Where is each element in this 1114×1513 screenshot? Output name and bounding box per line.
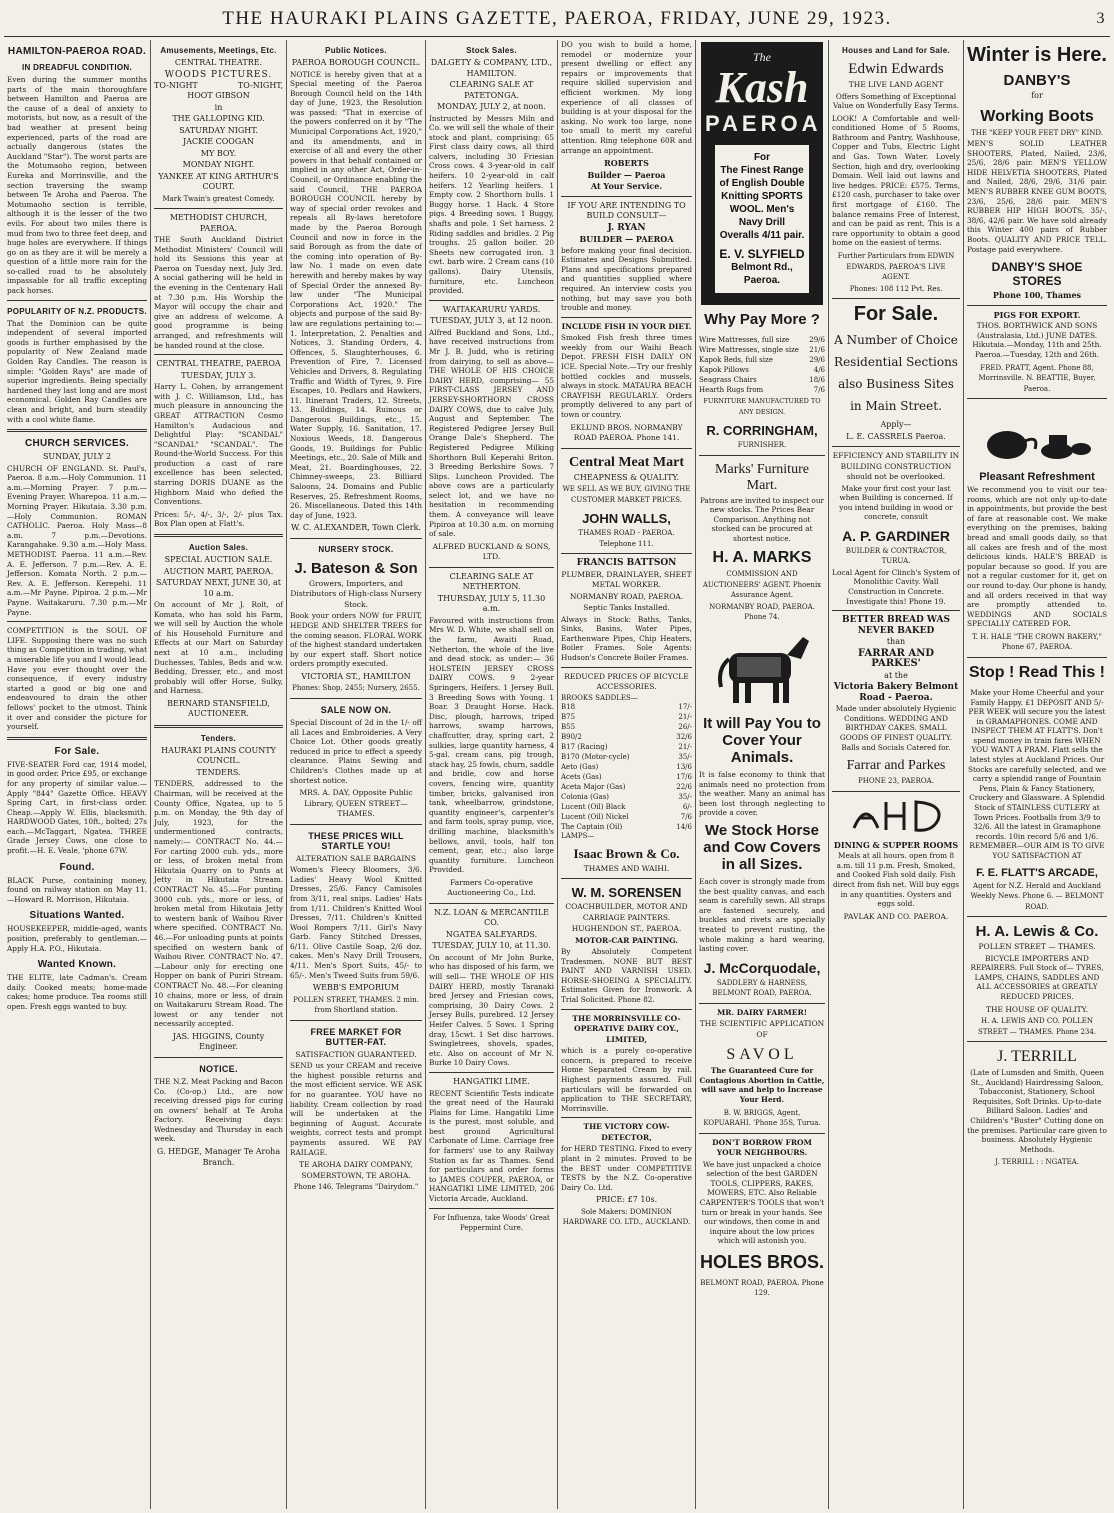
roberts-name: ROBERTS bbox=[604, 158, 649, 169]
fish-headline: INCLUDE FISH IN YOUR DIET. bbox=[561, 321, 692, 331]
keep-dry: THE "KEEP YOUR FEET DRY" KIND. bbox=[971, 128, 1103, 137]
briggs: B. W. BRIGGS, Agent, KOPUARAHI. 'Phone 35S, Turua. bbox=[703, 1108, 821, 1128]
houses-headline: Houses and Land for Sale. bbox=[842, 46, 950, 55]
item-price: 13/6 bbox=[676, 762, 692, 771]
item-price: 17/6 bbox=[676, 772, 692, 781]
item-price: 21/6 bbox=[809, 346, 825, 354]
kash-town: PAEROA bbox=[705, 111, 822, 136]
cassrels: L. E. CASSRELS Paeroa. bbox=[846, 431, 946, 441]
tearoha-dairy: TE AROHA DAIRY COMPANY, SOMERSTOWN, TE AROHA. bbox=[299, 1160, 413, 1180]
sections-text: A Number of Choice Residential Sections also Business Sites in Main Street. bbox=[834, 333, 958, 413]
battson-name: FRANCIS BATTSON bbox=[576, 558, 677, 569]
tenders-headline: Tenders. bbox=[200, 733, 237, 743]
gardiner-name: A. P. GARDINER bbox=[842, 527, 950, 544]
special-auction: SPECIAL AUCTION SALE. bbox=[164, 555, 273, 565]
cycle-price-row bbox=[561, 752, 692, 762]
wanted-headline: Wanted Known. bbox=[37, 959, 117, 971]
detector-price: PRICE: £7 10s. bbox=[595, 1195, 658, 1205]
further-particulars: Further Particulars from EDWIN EDWARDS, PAEROA'S LIVE AGENT. bbox=[837, 252, 955, 281]
isaac-brown: Isaac Brown & Co. bbox=[573, 845, 680, 861]
tonight-left: TO-NIGHT bbox=[154, 81, 198, 90]
salenow-headline: SALE NOW ON. bbox=[320, 704, 392, 715]
column-8 bbox=[964, 40, 1110, 1509]
item-label: Kapok Pillows bbox=[699, 366, 749, 374]
dining-headline: DINING & SUPPER ROOMS bbox=[833, 839, 959, 850]
monogram-logo bbox=[846, 798, 946, 834]
live-agent: THE LIVE LAND AGENT bbox=[848, 80, 944, 89]
galloping-kid: THE GALLOPING KID. bbox=[172, 114, 265, 123]
item-price: 35/- bbox=[678, 792, 692, 801]
situations-classifieds: HOUSEKEEPER, middle-aged, wants position, preferably to gentleman.—Apply H.A. P.O., Hikutaia. bbox=[7, 924, 147, 953]
item-price: 35/- bbox=[678, 752, 692, 761]
church-services: CHURCH OF ENGLAND. St. Paul's, Paeroa. 8 a.m.—Holy Communion. 11 a.m.—Morning Prayer. 7 p.m.—Evening Prayer. Wharepoa. 11 a.m.—Morning Prayer. Hikutaia. 3.30 p.m.—Holy Communion. ROMAN CATHOLIC. Paeroa. Holy Mass—8 a.m. 7 p.m.—Devotions. Karangahake. 9.30 a.m.—Holy Mass. METHODIST. Paeroa. 11 a.m.—Rev. A. E. Jefferson. 7 p.m.—Rev. A. E. Jefferson. Komata North. 2 p.m.—Rev. A. E. Jefferson. Kerepehi. 11 a.m.—Mr Payne. Pipiroa. 2 p.m.—Mr Payne. Waitakaruru. 7.30 p.m.—Mr Payne. bbox=[7, 463, 147, 617]
kash-brand: Kash bbox=[715, 63, 809, 112]
lamps-label: LAMPS— bbox=[561, 831, 595, 840]
fred-pratt: FRED. PRATT, Agent. Phone 88, Morrinsville. N. BEATTIE, Buyer, Paeroa. bbox=[978, 363, 1096, 393]
column-1 bbox=[4, 40, 150, 1509]
item-label: Acets (Gas) bbox=[561, 772, 602, 781]
nz-loan: N.Z. LOAN & MERCANTILE CO. bbox=[434, 907, 549, 928]
buckland: ALFRED BUCKLAND & SONS, LTD. bbox=[432, 541, 551, 562]
item-price: 18/6 bbox=[809, 376, 825, 384]
edwin-edwards: Edwin Edwards bbox=[848, 61, 944, 77]
cycle-headline: REDUCED PRICES OF BICYCLE ACCESSORIES. bbox=[564, 671, 689, 692]
kash-advert bbox=[701, 42, 823, 305]
normanby-road: NORMANBY ROAD, PAEROA. Phone 74. bbox=[709, 602, 815, 622]
borough-council: PAEROA BOROUGH COUNCIL. bbox=[291, 58, 421, 67]
masthead-title: THE HAURAKI PLAINS GAZETTE, PAEROA, FRIDAY, JUNE 29, 1923. bbox=[222, 8, 892, 29]
public-headline: Public Notices. bbox=[325, 46, 387, 55]
item-label: Lucent (Oil) Black bbox=[561, 802, 626, 811]
kash-for: For bbox=[753, 152, 771, 163]
isaac-address: THAMES AND WAIHI. bbox=[583, 863, 670, 873]
woods-pictures: WOODS PICTURES. bbox=[164, 69, 273, 80]
item-price: 6/- bbox=[682, 802, 692, 811]
borrow-headline: DON'T BORROW FROM YOUR NEIGHBOURS. bbox=[712, 1137, 812, 1158]
bateson-name: J. Bateson & Son bbox=[294, 559, 418, 577]
ryan-name: J. RYAN bbox=[607, 222, 646, 233]
hedge: G. HEDGE, Manager Te Aroha Branch. bbox=[156, 1147, 281, 1167]
alteration-sale: ALTERATION SALE BARGAINS bbox=[295, 853, 416, 863]
hamarks-name: H. A. MARKS bbox=[712, 549, 812, 567]
pay-text: It is false economy to think that animals need no protection from the weather. Many an animal has been lost through neglecting to provide a cover. bbox=[699, 769, 825, 818]
at-the: at the bbox=[884, 670, 908, 680]
gardiner-text: Make your first cost your last when Building is concerned. If you intend building in wood or concrete, consult bbox=[839, 483, 953, 522]
cycle-price-row bbox=[561, 712, 692, 722]
item-price: 29/6 bbox=[809, 356, 825, 364]
detector-text: for HERD TESTING. Fixed to every plant in 2 minutes. Proved to be the BEST under COMPETITIVE TESTS by the N.Z. Co-operative Dairy Co. Ltd. bbox=[561, 1144, 692, 1192]
amusements-headline: Amusements, Meetings, Etc. bbox=[160, 46, 277, 55]
column-2 bbox=[151, 40, 286, 1509]
road-headline: HAMILTON-PAEROA ROAD. bbox=[7, 46, 147, 57]
mattress-price-row bbox=[699, 375, 825, 385]
edwards-phones: Phones: 108 112 Pvt. Res. bbox=[849, 284, 943, 293]
tuesday-july10: TUESDAY, JULY 10, at 11.30. bbox=[432, 941, 551, 951]
wanted-classifieds: THE ELITE, late Cadman's. Cream daily. Cooked meats; home-made cakes; home produce. Tea rooms still open. Fresh eggs wanted to buy. bbox=[7, 973, 147, 1011]
item-label: Colonia (Gas) bbox=[561, 792, 609, 801]
item-label: B75 bbox=[561, 712, 576, 721]
why-pay-more: Why Pay More ? bbox=[704, 311, 820, 328]
prices-text: Prices: 5/-, 4/-, 3/-, 2/- plus Tax. Box Plan open at Flatt's. bbox=[154, 509, 283, 529]
marks-furniture: Marks' Furniture Mart. bbox=[715, 461, 809, 493]
holes-bros: HOLES BROS. bbox=[699, 1251, 824, 1272]
septic-tanks: Septic Tanks Installed. bbox=[583, 603, 670, 613]
item-price: 4/6 bbox=[813, 366, 825, 374]
item-label: B55 bbox=[561, 722, 576, 731]
auction-mart: AUCTION MART, PAEROA. bbox=[163, 566, 274, 576]
item-price: 7/6 bbox=[680, 812, 692, 821]
terrill-name: J. TERRILL bbox=[997, 1048, 1077, 1066]
bread-headline: BETTER BREAD WAS NEVER BAKED bbox=[842, 615, 950, 636]
church-date: SUNDAY, JULY 2 bbox=[42, 452, 112, 462]
item-label: The Captain (Oil) bbox=[561, 822, 623, 831]
item-label: B170 (Motor-cycle) bbox=[561, 752, 630, 761]
savol: SAVOL bbox=[726, 1046, 798, 1064]
cycle-price-row bbox=[561, 762, 692, 772]
church-headline: CHURCH SERVICES. bbox=[24, 438, 130, 450]
cycle-price-list bbox=[561, 702, 692, 832]
patetonga-text: Instructed by Messrs Miln and Co. we will sell the whole of their stock and plant, comprising: 65 First class dairy cows, all third calvers, including 30 Friesian Cross cows. 4 3-year-old in calf heifers. 10 2-year-old in calf heifers. 12 Yearling heifers. 1 Empty cow. 2 Shorthorn bulls. 1 Buggy horse. 1 Hack. 4 Store pigs. 4 Breeding sows. 1 Buggy, shafts and pole. 1 Set harness. 2 Riding saddles and bridles. 2 Pig troughs. 25 gallon boiler. 20 Sheets new corrugated iron. 3 cwt. barb wire. 2 Cream cans (10 gallons). Dairy Utensils, furniture, etc. Luncheon provided. bbox=[429, 113, 554, 296]
stock-covers-headline: We Stock Horse and Cow Covers in all Sizes. bbox=[703, 821, 821, 873]
build-text: DO you wish to build a home, remodel or modernize your present dwelling or effect any repairs or improvements that require skilled supervision and efficient workmen. My long experience of all classes of building is at your disposal for the asking. No work too large, none too small to merit my careful attention. Ring telephone 60R and arrange an appointment. bbox=[561, 40, 692, 155]
cycle-price-row bbox=[561, 802, 692, 812]
page-number: 3 bbox=[1096, 10, 1106, 27]
lewis-address: POLLEN STREET — THAMES. bbox=[978, 942, 1096, 952]
farrar-parkes: FARRAR AND PARKES' bbox=[857, 647, 934, 670]
mattress-price-row bbox=[699, 365, 825, 375]
notice-text: THE N.Z. Meat Packing and Bacon Co. (Co-op.) Ltd., are now receiving dressed pigs for curing on owners' behalf at Te Aroha Factory. Receiving days: Wednesday and Thursday in each week. bbox=[154, 1076, 283, 1144]
sorensen-name: W. M. SORENSEN bbox=[571, 885, 682, 901]
mattress-price-row bbox=[699, 335, 825, 345]
furniture-text: FURNITURE MANUFACTURED TO ANY DESIGN. bbox=[703, 397, 821, 416]
clearing-patetonga: CLEARING SALE AT PATETONGA. bbox=[449, 80, 534, 100]
holes-address: BELMONT ROAD, PAEROA. Phone 129. bbox=[700, 1278, 824, 1298]
kash-inner bbox=[715, 145, 809, 293]
meat-sub: CHEAPNESS & QUALITY. bbox=[573, 472, 680, 482]
battson-sub: PLUMBER, DRAINLAYER, SHEET METAL WORKER. bbox=[561, 569, 692, 590]
netherton-headline: CLEARING SALE AT NETHERTON. bbox=[449, 571, 534, 592]
winter-headline: Winter is Here. bbox=[967, 44, 1107, 66]
corringham-name: R. CORRINGHAM, bbox=[706, 423, 818, 438]
column-6 bbox=[696, 40, 828, 1509]
slyfield-name: E. V. SLYFIELD bbox=[719, 247, 805, 261]
column-7 bbox=[829, 40, 963, 1509]
cycle-price-row bbox=[561, 772, 692, 782]
motorcar-painting: MOTOR-CAR PAINTING. bbox=[575, 935, 678, 945]
farrar-parkes-footer: Farrar and Parkes bbox=[846, 758, 946, 774]
efficiency-headline: EFFICIENCY AND STABILITY IN BUILDING CONSTRUCTION should not be overlooked. bbox=[832, 451, 960, 481]
victoria-st: VICTORIA ST., HAMILTON bbox=[301, 671, 411, 681]
pay-headline: It will Pay You to Cover Your Animals. bbox=[703, 714, 821, 766]
pigs-headline: PIGS FOR EXPORT. bbox=[993, 309, 1081, 320]
forsale-classifieds: FIVE-SEATER Ford car, 1914 model, in good order. Price £95, or exchange for any property of similar value.—Apply "844" Gazette Office. HEAVY Spring Cart, in first-class order. Cheap.—Apply W. Ellis, blacksmith. HARDWOOD Gates, 10ft., bolted; 27s each.—McTaggart, Ngatea. THREE Grade Jersey Cows, one close to profit.—H. E. Veale, 'phone 67W. bbox=[7, 759, 147, 856]
item-price: 7/6 bbox=[813, 386, 825, 394]
gardiner-sub: BUILDER & CONTRACTOR, TURUA. bbox=[845, 546, 947, 566]
pollen-street: POLLEN STREET, THAMES. 2 min. from Shortland station. bbox=[293, 995, 419, 1015]
stansfield: BERNARD STANSFIELD, AUCTIONEER. bbox=[167, 698, 270, 719]
savol-pre: THE SCIENTIFIC APPLICATION OF bbox=[699, 1019, 825, 1039]
house-of-quality: THE HOUSE OF QUALITY. bbox=[985, 1004, 1089, 1014]
masthead-rule bbox=[4, 36, 1110, 37]
higgins: JAS. HIGGINS, County Engineer. bbox=[172, 1031, 265, 1052]
roberts-service: At Your Service. bbox=[590, 181, 663, 192]
mattress-price-row bbox=[699, 345, 825, 355]
lime-headline: HANGATIKI LIME. bbox=[453, 1077, 530, 1086]
than-word: than bbox=[886, 637, 906, 647]
sorensen-sub: COACHBUILDER, MOTOR AND CARRIAGE PAINTERS. bbox=[565, 902, 688, 922]
dalgety: DALGETY & COMPANY, LTD., HAMILTON. bbox=[430, 58, 553, 78]
webbs-emporium: WEBB'S EMPORIUM bbox=[312, 983, 400, 993]
fish-text: Smoked Fish fresh three times weekly from our Waihi Beach Depot. FRESH FISH DAILY ON ICE. Special Note.—Try our freshly bottled cockles and mussels, always in stock. MATAURA BEACH CRAYFISH REGULARLY. Orders promptly delivered to any part of town or country. bbox=[561, 333, 692, 420]
item-price: 14/6 bbox=[676, 822, 692, 831]
pigs-text: THOS. BORTHWICK AND SONS (Australasia, Ltd.) JUNE DATES. Hikutaia.—Monday, 11th and 25th. Paeroa.—Tuesday, 12th and 26th. bbox=[972, 321, 1102, 359]
marks-text: Patrons are invited to inspect our new stocks. The Prices Bear Comparison. Anything not stocked can be procured at shortest notice. bbox=[699, 495, 825, 543]
alexander: W. C. ALEXANDER, Town Clerk. bbox=[290, 523, 421, 533]
cycle-price-row bbox=[561, 742, 692, 752]
my-boy: MY BOY. bbox=[200, 148, 237, 158]
stop-text: Make your Home Cheerful and your Family Happy. £1 DEPOSIT AND 5/- PER WEEK will secure you the latest in GRAMAPHONES. COME AND INSPECT THEM AT FLATT'S. Don't spend money in train fares WHEN YOU WANT A PRAM. Flatt sells the latest styles at Auckland Prices. Our Stocks are carefully selected, and we carry a splendid range of Fountain Pens, Plain & Fancy Stationery, Crockery and Glassware. A Splendid Stock of STAINLESS CUTLERY at Town Prices. Footballs from 3/9 to 32/6. All the latest in Gramaphone records. 10in record 5/6 and 1/6. REMEMBER—OUR AIM IS TO GIVE YOU SATISFACTION AT bbox=[967, 687, 1107, 860]
yankee-title: YANKEE AT KING ARTHUR'S COURT. bbox=[158, 171, 279, 191]
danby-stores: DANBY'S SHOE STORES bbox=[991, 260, 1083, 289]
startle-text: Women's Fleecy Bloomers, 3/6. Ladies' Heavy Wool Knitted Dresses, 25/6. Fancy Camisoles from 3/11, real snips. Ladies' Hats from 1/11. Children's Knitted Wool Dresses, 7/11. Children's Knitted Wool Rompers 7/11. Girl's Navy Garb. Fancy Stitched Dresses, 6/11. Olive Castile Soap, 2/6 doz. cakes. Men's Navy Drill Trousers, 4/11. Men's Sport Suits, 45/- to 65/-. Men's Tweed Suits from 59/6. bbox=[290, 865, 422, 980]
gardiner-more: Local Agent for Clinch's System of Monolithic Cavity. Wall Construction in Concrete. Investigate this! Phone 19. bbox=[832, 567, 960, 606]
tuesday-july: TUESDAY, JULY 3. bbox=[181, 370, 256, 380]
item-label: Wire Mattresses, full size bbox=[699, 336, 790, 344]
stock-headline: Stock Sales. bbox=[466, 46, 517, 55]
furnisher: FURNISHER. bbox=[737, 441, 787, 449]
forsale-headline: For Sale. bbox=[54, 745, 100, 757]
pleasant-headline: Pleasant Refreshment bbox=[979, 471, 1095, 483]
pleasant-text: We recommend you to visit our tea-rooms, which are not only up-to-date in appointments, but provide the best of fare at reasonable cost. We make everything on the premises, baking bread and small goods daily, so that all cakes are fresh and of the most delicious kinds. HALE'S BREAD is popular because so good. If you are not a regular customer for it, get on our round to-day. Our phone is handy, and all orders received in that way are promptly attended to. WEDDINGS AND SOCIALS SPECIALLY CATERED FOR. bbox=[967, 485, 1107, 629]
satisfaction: SATISFACTION GUARANTEED. bbox=[295, 1049, 417, 1059]
column-3 bbox=[287, 40, 425, 1509]
saturday-june: SATURDAY NEXT, JUNE 30, at 10 a.m. bbox=[156, 578, 281, 598]
terrill-text: (Late of Lumsden and Smith, Queen St., Auckland) Hairdressing Saloon, Tobacconist, Stationery, School Requisites, Soft Drinks. Up-to-date Billiard Saloon. Ladies' and Children's "Buster" Cutting done on the premises. Particular care given to business. Absolutely Hygienic Methods. bbox=[967, 1068, 1107, 1154]
bakery-text: Made under absolutely Hygienic Conditions. WEDDING AND BIRTHDAY CAKES. SMALL GOODS OF FINEST QUALITY. Balls and Socials Catered for. bbox=[835, 704, 957, 752]
mattress-price-list bbox=[699, 335, 825, 395]
salenow-text: Special Discount of 2d in the 1/- off all Laces and Embroideries. A Very Choice Lot. Other goods greatly reduced in price to effect a speedy clearance. Plains Sewing and Children's Clothes made up at shortest notice. bbox=[290, 717, 422, 785]
item-label: B18 bbox=[561, 702, 576, 711]
lewis-footer: H. A. LEWIS AND CO. POLLEN STREET — THAMES. Phone 234. bbox=[977, 1017, 1097, 1036]
farrar-phone: PHONE 23, PAEROA. bbox=[858, 777, 934, 786]
working-boots: Working Boots bbox=[980, 107, 1094, 125]
flatt-sub: Agent for N.Z. Herald and Auckland Weekly News. Phone 6. — BELMONT ROAD. bbox=[970, 881, 1104, 911]
bateson-sub: Growers, Importers, and Distributors of High-class Nursery Stock. bbox=[290, 578, 422, 609]
item-label: Wire Mattresses, single size bbox=[699, 346, 799, 354]
startle-headline: THESE PRICES WILL STARTLE YOU! bbox=[308, 830, 404, 851]
mccorquodale: J. McCorquodale, bbox=[703, 959, 821, 976]
road-article: Even during the summer months parts of the main thoroughfare between Hamilton and Paeroa are the cause of a deal of anxiety to motorists, but now, as a result of the bad weather at present being experienced, parts of the road are actually dangerous (states the Auckland "Star"). The worst parts are the Motumaoho region, between Eureka and Morrinsville, and the section traversing the swamp between Te Aroha and Paeroa. The Motumaoho section is terrible, although it is the lesser of the two evils. For about two miles there is mud from two to three feet deep, and huge holes are everywhere. If things go on as they are it will be merely a question of a little more rain for the so-called road to be absolutely impassable for all traffic excepting pack horses. bbox=[7, 75, 147, 296]
pavlak: PAVLAK AND CO. PAEROA. bbox=[843, 911, 949, 921]
morrinsville-text: which is a purely co-operative concern, is prepared to receive Home Separated Cream by rail. Highest payments assured. Full particulars will be forwarded on application to THE SECRETARY, Morrinsville. bbox=[561, 1046, 692, 1113]
mccorquodale-sub: SADDLERY & HARNESS, BELMONT ROAD, PAEROA. bbox=[712, 978, 812, 998]
tonight-right: TO-NIGHT, bbox=[237, 81, 283, 90]
scandal-text: Harry L. Cohen, by arrangement with J. C. Williamson, Ltd., has much pleasure in announcing the GREAT ATTRACTION Cosmo Hamilton's Audacious and Delightful Play: "SCANDAL" "SCANDAL" "SCANDAL". The Round-the-World Success. For this production a cast of rare excellence has been selected, starring DORIS DUANE as the Highborn Maid who defied the Conventions. bbox=[154, 382, 283, 507]
products-headline: POPULARITY OF N.Z. PRODUCTS. bbox=[7, 306, 147, 316]
cycle-price-row bbox=[561, 702, 692, 712]
kash-text: The Finest Range of English Double Knitting SPORTS WOOL. Men's Navy Drill Overalls 4/11 pair. bbox=[719, 165, 805, 241]
products-article: That the Dominion can be quite independent of several imported goods is further emphasised by the popularity of New Zealand made Golden Ray Candles. The reason is simple: "Golden Rays" are made of superior ingredients. Being specially hardened they last long and are most economical. Golden Ray Candles are clean and bright, and burn steadily with a cool white flame. bbox=[7, 318, 147, 424]
ryan-text: before making your final decision. Estimates and Designs Submitted. Plans and specifications prepared and quantities supplied where required. An interview costs you nothing, but may save you both trouble and money. bbox=[561, 245, 692, 313]
central-theatre: CENTRAL THEATRE, PAEROA bbox=[156, 359, 281, 369]
look-text: LOOK! A Comfortable and well-conditioned Home of 5 Rooms, Bathroom and Pantry, Washhouse, Copper and Tubs, Electric Light and Gas. Town Water. Lovely Section, high and dry, overlooking Domain. Well laid out lawns and live hedges. PRICE: £575. Terms, £120 cash, purchaser to take over first mortgage of £160. The balance remains Free of Interest, and can be paid as rent. This is a rare opportunity to obtain a good home on the easiest of terms. bbox=[832, 113, 960, 248]
tenders-title: TENDERS. bbox=[196, 767, 241, 777]
item-price: 21/- bbox=[678, 712, 692, 721]
savol-text: The Guaranteed Cure for Contagious Abortion in Cattle, will save and help to Increase Your Herd. bbox=[699, 1066, 825, 1104]
for-word: for bbox=[1031, 91, 1043, 100]
theatre-name: CENTRAL THEATRE. bbox=[174, 58, 263, 67]
masthead bbox=[0, 0, 1114, 38]
item-price: 26/- bbox=[678, 722, 692, 731]
tuesday-july3: TUESDAY, JULY 3, at 12 noon. bbox=[429, 316, 554, 326]
hamarks-sub: COMMISSION AND AUCTIONEERS' AGENT. Phoenix Assurance Agent. bbox=[702, 570, 822, 600]
influenza-text: For Influenza, take Woods' Great Peppermint Cure. bbox=[433, 1213, 550, 1233]
dairy-farmer: MR. DAIRY FARMER! bbox=[716, 1007, 808, 1017]
bateson-text: Book your orders NOW for FRUIT, HEDGE AND SHELTER TREES for the coming season. FLORAL WORK of the highest standard undertaken by our expert staff. Short notice orders promptly executed. bbox=[290, 611, 422, 669]
in-word: in bbox=[214, 102, 223, 112]
cycle-price-row bbox=[561, 822, 692, 832]
intending-text: IF YOU ARE INTENDING TO BUILD CONSULT— bbox=[567, 200, 686, 221]
danbys: DANBY'S bbox=[1003, 72, 1071, 89]
waitakaruru-yards: WAITAKARURU YARDS. bbox=[442, 304, 541, 314]
danby-phone: Phone 100, Thames bbox=[992, 290, 1082, 301]
bateson-phones: Phones: Shop, 2455; Nursery, 2655. bbox=[292, 684, 420, 693]
lewis-name: H. A. Lewis & Co. bbox=[975, 923, 1099, 941]
twain-comedy: Mark Twain's greatest Comedy. bbox=[162, 194, 275, 203]
borough-text: NOTICE is hereby given that at a Special meeting of the Paeroa Borough Council held on the 14th day of June, 1923, the Resolution was passed: "That in exercise of the powers conferred on it by "The Municipal Corporations Act, 1920," and its amendments, and in exercise of all and every the other powers in that behalf contained or implied in any other Act, Order-in-Council, or Ordinance enabling the said Council, THE PAEROA BOROUGH COUNCIL hereby by way of special order revokes and repeals all By-laws heretofore made by the Paeroa Borough Council and now in force in the said Borough as from the date of the coming into operation of By-law No. 1 made on even date herewith and hereby makes by way of Special Order the annexed By-law under "The Municipal Corporations Act, 1920." The objects and purpose of the said By-law are regulations pertaining to:— 1. Interpretation, 2. Penalties and Notices, 3. Standing Orders, 4. Offences, 5. Slaughterhouses, 6. Prevention of Fire, 7. Licensed Vehicles and Drivers, 8. Regulating Traffic and Width of Tyres, 9. Fire Escapes, 10. Pedlars and Hawkers, 11. Itinerant Traders, 12. Streets, 13. Buildings, 14. Ruinous or Dangerous Buildings, etc., 15. Water Supply, 16. Sanitation, 17. Noxious Weeds, 18. Dangerous Goods, 19. Buildings for Public Meetings, etc., 20. Sale of Milk and Meat, 21. Boardinghouses, 22. Chimney-sweeps, 23. Billiard Saloons, 24. Domains and Public Reserves, 25. Refreshment Rooms, 26. Miscellaneous. Dated this 14th day of June, 1923. bbox=[290, 69, 422, 520]
thursday-july5: THURSDAY, JULY 5, 11.30 a.m. bbox=[437, 593, 546, 614]
item-price: 21/- bbox=[678, 742, 692, 751]
butterfat-headline: FREE MARKET FOR BUTTER-FAT. bbox=[310, 1026, 402, 1047]
battson-text: Always in Stock: Baths, Tanks, Sinks, Basins, Water Pipes, Earthenware Pipes, Chip Heaters, Boiler Frames. Sole Agents: Hudson's Concrete Boiler Frames. bbox=[561, 614, 692, 662]
tenders-text: TENDERS, addressed to the Chairman, will be received at the County Office, Ngatea, up to 5 p.m. on Monday, the 9th day of July, 1923, for the undermentioned contracts, namely:— CONTRACT No. 44.—For carting 2000 cub. yds., more or less, of broken metal from Hikutaia Quarry on to Punts at Jetty in Hikutaia Stream. CONTRACT No. 45.—For punting 3000 cub. yds., more or less, of broken metal from Hikutaia Jetty to western bank of Waihou River where specified. CONTRACT No. 46.—For unloading punts at points specified on western bank of Waihou River. CONTRACT No. 47.—Labour only for erecting one Hopper on bank of Puriri Stream. CONTRACT No. 48.—For cleaning 10 chains, more or less, of drain on Waitakaruru Stream Road. The lowest or any tender not necessarily accepted. bbox=[154, 779, 283, 1029]
terrill-address: J. TERRILL : : NGATEA. bbox=[995, 1158, 1079, 1167]
item-label: Kapok Beds, full size bbox=[699, 356, 773, 364]
battson-address: NORMANBY ROAD, PAEROA. bbox=[569, 591, 684, 601]
waitakaruru-text: Alfred Buckland and Sons, Ltd., have received instructions from Mr J. B. Judd, who is retiring from dairying, to sell as above— THE WHOLE OF HIS CHOICE DAIRY HERD, comprising— 55 FIRST-CLASS JERSEY AND JERSEY-SHORTHORN CROSS DAIRY COWS, due to calve July, August and September. The Registered Pedigree Jersey Bull Orange Dale's Shepherd. The Registered Pedigree Milking Shorthorn Bull Keperahi Briton. 3 Breeding Berkshire Sows. 7 Slips. Luncheon Provided. The above cows are a particularly select lot, and we have no hesitation in recommending them. A conveyance will leave Pipiroa at 10.30 a.m. on morning of sale. bbox=[429, 327, 554, 539]
cycle-price-row bbox=[561, 792, 692, 802]
situations-headline: Situations Wanted. bbox=[29, 910, 125, 922]
borrow-text: We have just unpacked a choice selection of the best GARDEN TOOLS, CLIPPERS, RAKES, MOWERS, ETC. Also Reliable CARPENTER'S TOOLS that won't turn or break in your hands. See our windows, then come in and inquire about the low prices which will astonish you. bbox=[699, 1159, 825, 1246]
item-label: Lucent (Oil) Nickel bbox=[561, 812, 629, 821]
jackie-coogan: JACKIE COOGAN bbox=[182, 137, 255, 146]
item-label: B90/2 bbox=[561, 732, 582, 741]
item-label: Hearth Rugs from bbox=[699, 386, 764, 394]
cycle-price-row bbox=[561, 732, 692, 742]
monday-july: MONDAY, JULY 2, at noon. bbox=[437, 102, 546, 111]
found-classifieds: BLACK Purse, containing money, found on railway station on May 11.—Howard R. Morrison, Hikutaia. bbox=[7, 875, 147, 904]
tonight-line bbox=[154, 81, 283, 90]
farmers-coop: Farmers Co-operative Auctioneering Co., Ltd. bbox=[447, 877, 536, 898]
cycle-price-row bbox=[561, 782, 692, 792]
dining-text: Meals at all hours. open from 8 a.m. till 11 p.m. Fresh, Smoked, and Cooked Fish sold daily. Fish direct from fish net. Will buy eggs in any quantities. Oysters and eggs sold. bbox=[832, 851, 960, 909]
edwards-text: Offers Something of Exceptional Value on Wonderfully Easy Terms. bbox=[832, 91, 960, 111]
slyfield-address: Belmont Rd., Paeroa. bbox=[731, 262, 793, 286]
sorensen-address: HUGHENDON ST., PAEROA. bbox=[571, 924, 682, 934]
item-price: 32/6 bbox=[676, 732, 692, 741]
flatt-arcade: F. E. FLATT'S ARCADE, bbox=[976, 866, 1098, 879]
motorcar-text: By Absolutely Competent Tradesmen. NONE BUT BEST PAINT AND VARNISH USED. HORSE-SHOEING A SPECIALITY. Estimates Given for Ironwork. A Trial Solicited. Phone 82. bbox=[561, 947, 692, 1005]
item-label: Seagrass Chairs bbox=[699, 376, 757, 384]
mattress-price-row bbox=[699, 355, 825, 365]
roberts-builder: Builder — Paeroa bbox=[587, 169, 666, 180]
eklund: EKLUND BROS. NORMANBY ROAD PAEROA. Phone 141. bbox=[570, 422, 683, 443]
item-label: Aceta Major (Gas) bbox=[561, 782, 626, 791]
tearoha-phone: Phone 146. Telegrams "Dairydom." bbox=[293, 1183, 419, 1192]
road-subheadline: IN DREADFUL CONDITION. bbox=[21, 63, 132, 72]
ryan-line: BUILDER — PAEROA bbox=[579, 234, 674, 245]
monday-night: MONDAY NIGHT. bbox=[182, 160, 255, 169]
stop-headline: Stop ! Read This ! bbox=[969, 663, 1105, 681]
mrs-day: MRS. A. DAY, Opposite Public Library, QUEEN STREET—THAMES. bbox=[299, 788, 413, 819]
horse-illustration bbox=[707, 629, 817, 709]
nursery-headline: NURSERY STOCK. bbox=[318, 544, 394, 554]
methodist-headline: METHODIST CHURCH, PAEROA. bbox=[169, 213, 268, 233]
ngatea-text: On account of Mr John Burke, who has disposed of his farm, we will sell— THE WHOLE OF HIS DAIRY HERD, mostly Taranaki bred Jersey and Friesian cows, comprising, 30 Dairy Cows. 2 Jersey Bulls, purebred. 12 Jersey Heifer Calves. 5 Sows. 1 Spring dray, 15cwt. 1 Set disc harrows. Swingletrees, shovels, spades, etc. Also on account of Mr N. Burke 10 Dairy Cows. bbox=[429, 952, 554, 1068]
morrinsville-headline: THE MORRINSVILLE CO-OPERATIVE DAIRY COY., LIMITED, bbox=[572, 1013, 681, 1044]
john-walls: JOHN WALLS, bbox=[582, 511, 671, 527]
column-5 bbox=[558, 40, 695, 1509]
county-council: HAURAKI PLAINS COUNTY COUNCIL. bbox=[161, 745, 276, 766]
notice-headline: NOTICE. bbox=[199, 1063, 238, 1074]
apply-label: Apply— bbox=[880, 420, 912, 429]
item-price: 17/- bbox=[678, 702, 692, 711]
auction-text: On account of Mr J. Rolt, of Komata, who has sold his Farm, we will sell by Auction the whole of his Household Furniture and Effects at our Mart on Saturday next at 10 a.m., including Duchesses, Tables, Beds and w.w. Bedding, Dresser, etc., and most probably will offer Horse, Sulky, and Harness. bbox=[154, 600, 283, 696]
methodist-text: THE South Auckland District Methodist Ministers' Council will hold its Sessions this year at Paeroa on Tuesday next, July 3rd. A social gathering will be held in the evening in the Centenary Hall at 7.30 p.m. His Worship the Mayor will occupy the chair and give an address of welcome. A good programme is being arranged, and refreshments will be handed round at the close. bbox=[154, 235, 283, 350]
saturday-night: SATURDAY NIGHT. bbox=[179, 125, 258, 135]
cycle-price-row bbox=[561, 812, 692, 822]
boots-text: MEN'S SOLID LEATHER SHOOTERS, Plated, Nailed, 23/6, 25/6, 28/6 pair. MEN'S YELLOW HIDE HELVETIA SHOOTERS, Plated and Nailed, 28/6, 29/6, 31/6 pair. MEN'S RUBBER KNEE GUM BOOTS, 23/6, 25/6, 28/6 pair. MEN'S RUBBER HIP HIGH BOOTS, 35/-, 38/6, 42/6 pair. We have sold already this Winter 400 pairs of Rubber Boots. QUALITY AND PRICE TELL. Postage paid everywhere. bbox=[967, 139, 1107, 254]
meat-mart: Central Meat Mart bbox=[568, 454, 685, 470]
hoot-gibson: HOOT GIBSON bbox=[187, 91, 250, 100]
cream-text: SEND us your CREAM and receive the highest possible returns and the most efficient service. WE ASK for no guarantee. YOU have no liability. Cream collection by road will be undertaken at the beginning of August. Accurate weights, correct tests and prompt payments assured. WE PAY RAILAGE. bbox=[290, 1061, 422, 1157]
item-price: 22/6 bbox=[676, 782, 692, 791]
cycle-price-row bbox=[561, 722, 692, 732]
lewis-text: BICYCLE IMPORTERS AND REPAIRERS. Full Stock of— TYRES, LAMPS, CHAINS, SADDLES AND ALL ACCESSORIES at GREATLY REDUCED PRICES. bbox=[970, 953, 1104, 1001]
walls-address: THAMES ROAD - PAEROA. Telephone 111. bbox=[578, 529, 675, 548]
ngatea-saleyards: NGATEA SALEYARDS. bbox=[445, 929, 538, 939]
dominion-hardware: Sole Makers: DOMINION HARDWARE CO. LTD., AUCKLAND. bbox=[562, 1207, 691, 1227]
meat-text: WE SELL AS WE BUY, GIVING THE CUSTOMER MARKET PRICES. bbox=[562, 485, 691, 504]
item-price: 29/6 bbox=[809, 336, 825, 344]
teaset-illustration bbox=[977, 405, 1097, 465]
lime-text: RECENT Scientific Tests indicate the great need of the Hauraki Plains for Lime. Hangatiki Lime is the purest, most soluble, and best ground Agricultural Carbonate of Lime. Carriage free for farmers' use to any Railway Station as far as Thames. Send for particulars and order forms to JAMES COUPER, PAEROA, or HANGATIKI LIME LIMITED, 206 Victoria Arcade, Auckland. bbox=[429, 1088, 554, 1204]
hale-bakery: T. H. HALE "THE CROWN BAKERY," Phone 67, PAEROA. bbox=[972, 632, 1102, 652]
auction-headline: Auction Sales. bbox=[188, 543, 249, 553]
column-4 bbox=[426, 40, 557, 1509]
brooks-saddles: BROOKS SADDLES— bbox=[561, 693, 638, 702]
mattress-price-row bbox=[699, 385, 825, 395]
competition-text: COMPETITION is the SOUL OF LIFE. Supposing there was no such thing as Competition in trading, what a miserable life you and I would lead. Have you ever thought over the consequence, if every industry started a good or big one and endeavoured to drain the other fellows' pocket to the utmost. Think it over and consider the picture for yourself. bbox=[7, 626, 147, 732]
found-headline: Found. bbox=[59, 861, 95, 873]
victoria-bakery: Victoria Bakery Belmont Road - Paeroa. bbox=[833, 682, 959, 703]
stock-covers-text: Each cover is strongly made from the best quality canvas, and each seam is carefully sewn. All straps are fastened securely, and buckles and rivets are specially treated to prevent rusting, the whole making a hard wearing, lasting cover. bbox=[699, 876, 825, 954]
item-label: Aeto (Gas) bbox=[561, 762, 599, 771]
netherton-text: Favoured with instructions from Mrs W. D. White, we shall sell on the farm, Awaiti Road, Netherton, the whole of the live and dead stock, as under:— 36 HOLSTEIN JERSEY CROSS DAIRY COWS. 9 2-year Springers, Heifers. 1 Jersey Bull. 3 Breeding Sows with Young. 1 Boar. 3 Draught Horse. Hack. Disc, plough, harrows, triped harrows, swamp harrows, chaffcutter, dray, spring cart, 2 sulkies, large quantity harness, 4 5-gal. cream cans, pig trough, stack hay, 25 fowls, churn, saddle and bridle, cow and horse covers, fencing wire, quantity timber, bricks, galvanised iron tank, wheelbarrow, grindstone, quantity engineer's, carpenter's and farm tools, spray pump, vice, drilling machine, blacksmith's bellows, anvil, tools, half ton cement, gear, etc.; also large quantity furniture. Luncheon Provided. bbox=[429, 615, 554, 875]
forsale-title: For Sale. bbox=[853, 303, 939, 325]
kash-the: The bbox=[753, 50, 771, 64]
item-label: B17 (Racing) bbox=[561, 742, 608, 751]
detector-headline: THE VICTORY COW-DETECTOR, bbox=[583, 1122, 670, 1142]
